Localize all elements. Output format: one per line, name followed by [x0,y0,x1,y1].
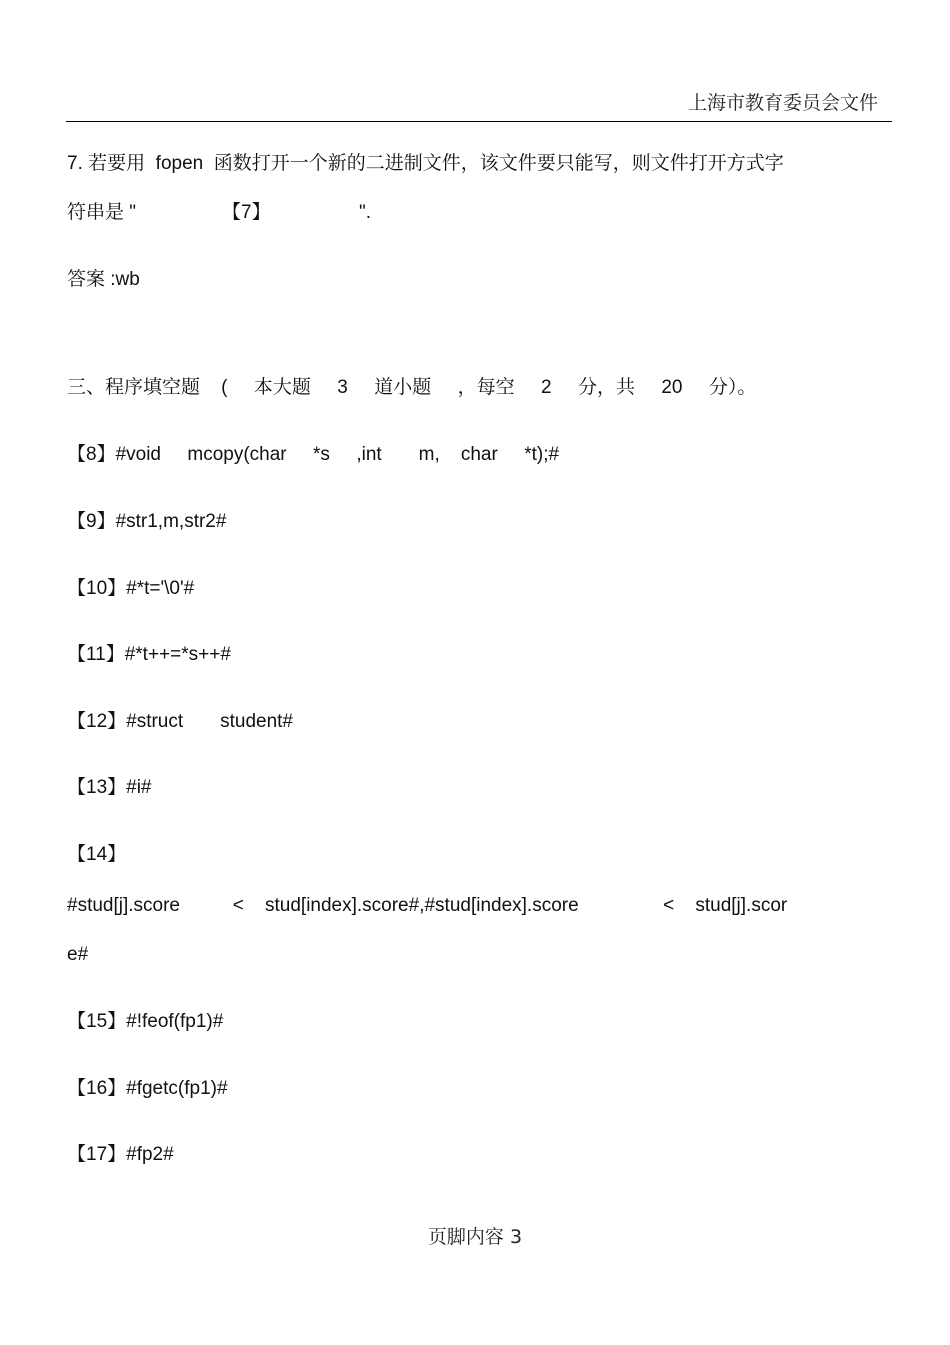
answer-12: 【12】#struct student# [67,711,293,732]
answer-8: 【8】#void mcopy(char *s ,int m, char *t);# [67,444,560,465]
page-footer: 页脚内容 3 [427,1226,523,1248]
question-7-blank-label: 【7】 [222,202,271,223]
answer-15: 【15】#!feof(fp1)# [67,1011,224,1032]
answer-14-line-1: #stud[j].score < stud[index].score#,#stud[index].score < stud[j].scor [67,895,788,916]
question-7-line-2-prefix: 符串是 " [67,202,137,223]
question-7-line-1: 7. 若要用 fopen 函数打开一个新的二进制文件，该文件要只能写，则文件打开方式字 [67,153,784,174]
section-3-heading: 三、程序填空题 ( 本大题 3 道小题 ，每空 2 分，共 20 分）。 [67,377,757,398]
question-7-line-2-suffix: ". [359,202,372,223]
answer-16: 【16】#fgetc(fp1)# [67,1078,228,1099]
answer-7: 答案 :wb [67,269,140,290]
answer-11: 【11】#*t++=*s++# [67,644,231,665]
answer-17: 【17】#fp2# [67,1144,174,1165]
header-divider [66,121,892,122]
answer-14-label: 【14】 [67,844,127,865]
answer-13: 【13】#i# [67,777,152,798]
answer-14-line-2: e# [67,944,89,965]
answer-10: 【10】#*t='\0'# [67,578,195,599]
answer-9: 【9】#str1,m,str2# [67,511,227,532]
page-header-title: 上海市教育委员会文件 [687,92,878,114]
